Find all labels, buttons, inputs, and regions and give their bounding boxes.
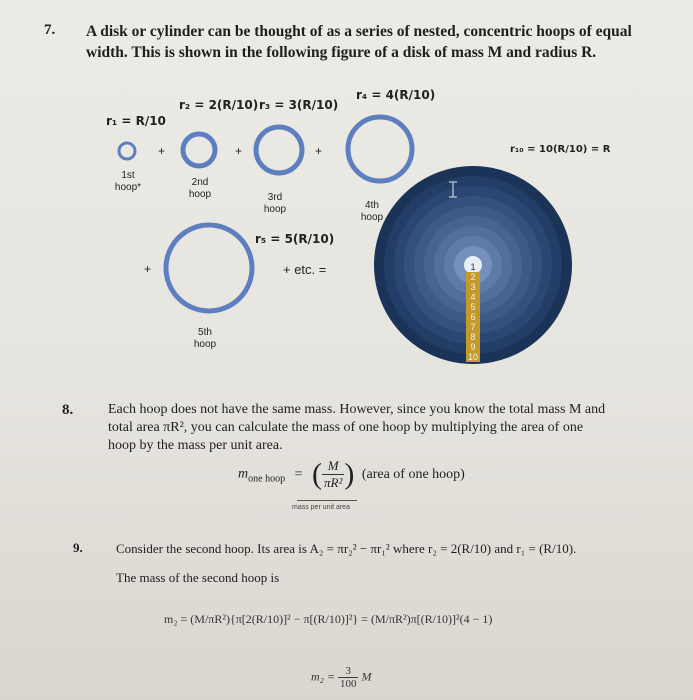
equation-lhs: m (238, 466, 249, 482)
hoop-2-label-line-2: hoop (188, 189, 212, 200)
hoop-5-label (185, 327, 225, 351)
problem-8-text (108, 401, 668, 455)
hoop-5-ring (166, 225, 252, 311)
hoop-2-mass-equation: m₂ = (M/πR²){π[2(R/10)]² − π[(R/10)]²} = (M/πR²)π[(R/10)]²(4 − 1) (164, 612, 493, 626)
disk-ring-number: 1 (470, 262, 476, 272)
hoop-3-label-line-2: hoop (263, 204, 287, 215)
mass-per-hoop-equation: $m_{one hoop}$ = ( $\frac{M}{\text{πR²}}$ ) (area of one hoop) (238, 457, 465, 491)
problem-9-line-1: Consider the second hoop. Its area is A₂ = πr₂² − πr₁² where r₂ = 2(R/10) and r₁ = (R/10). (116, 541, 577, 556)
problem-9-line-2: The mass of the second hoop is (116, 570, 280, 585)
result-rhs: M (361, 669, 372, 684)
plus-2: + (235, 144, 243, 158)
result-lhs: m₂ = (311, 669, 335, 684)
disk-ring-number: 9 (466, 342, 480, 352)
problem-8-number: 8. (62, 402, 74, 418)
hoop-3-ring (256, 127, 302, 173)
etc-equals: + etc. = (283, 262, 327, 277)
disk-ring-number: 7 (466, 322, 480, 332)
r10-label: r₁₀ = 10(R/10) = R (510, 144, 611, 155)
hoop-4-label-line-1: 4th (365, 200, 379, 211)
result-denominator: 100 (339, 678, 357, 690)
hoop-1-label-line-1: 1st (121, 170, 135, 181)
disk-ring-number: 3 (466, 282, 480, 292)
problem-7-line-2: width. This is shown in the following figure of a disk of mass M and radius R. (86, 44, 597, 61)
r2-label: r₂ = 2(R/10) (179, 98, 259, 112)
problem-8-line-3: hoop by the mass per unit area. (108, 438, 283, 453)
plus-1: + (158, 144, 166, 158)
equation-lhs-subscript: one hoop (248, 473, 286, 485)
equation-rhs: (area of one hoop) (361, 466, 465, 482)
disk-radius-numbers (466, 262, 480, 362)
hoop-1-label-line-2: hoop* (114, 182, 142, 193)
problem-9-number: 9. (73, 540, 83, 555)
disk-ring-number: 8 (466, 332, 480, 342)
r3-label: r₃ = 3(R/10) (259, 98, 339, 112)
plus-4: + (144, 262, 152, 276)
hoop-2-mass-result (311, 665, 371, 690)
disk-ring-number: 4 (466, 292, 480, 302)
result-numerator: 3 (338, 665, 359, 678)
disk-ring-number: 2 (466, 272, 480, 282)
hoop-2-ring (183, 134, 215, 166)
hoop-1-ring (119, 143, 135, 159)
hoop-2-label (180, 177, 220, 201)
disk-ring-number: 5 (466, 302, 480, 312)
problem-7-number: 7. (44, 22, 56, 38)
hoop-1-label (108, 170, 148, 194)
problem-8-line-2: total area πR², you can calculate the mass of one hoop by multiplying the area of one (108, 420, 584, 435)
disk-ring-number: 10 (467, 352, 478, 362)
r4-label: r₄ = 4(R/10) (356, 88, 436, 102)
hoop-2-label-line-1: 2nd (191, 177, 209, 188)
problem-8-line-1: Each hoop does not have the same mass. However, since you know the total mass M and (108, 402, 606, 417)
fraction-numerator: M (322, 458, 344, 475)
plus-3: + (315, 144, 323, 158)
hoop-4-label-line-2: hoop (360, 212, 384, 223)
disk-ring-number: 6 (466, 312, 480, 322)
fraction-denominator: πR² (323, 475, 343, 490)
hoop-3-label-line-1: 3rd (267, 192, 283, 203)
r1-label: r₁ = R/10 (106, 114, 166, 128)
underbrace-label: mass per unit area (292, 504, 350, 511)
hoop-5-label-line-2: hoop (193, 339, 217, 350)
hoop-4-ring (348, 117, 412, 181)
hoop-5-label-line-1: 5th (198, 327, 212, 338)
hoop-4-label (352, 200, 392, 224)
r5-label: r₅ = 5(R/10) (255, 232, 335, 246)
problem-7-line-1: A disk or cylinder can be thought of as a series of nested, concentric hoops of equal (86, 23, 632, 40)
hoop-3-label (255, 192, 295, 216)
